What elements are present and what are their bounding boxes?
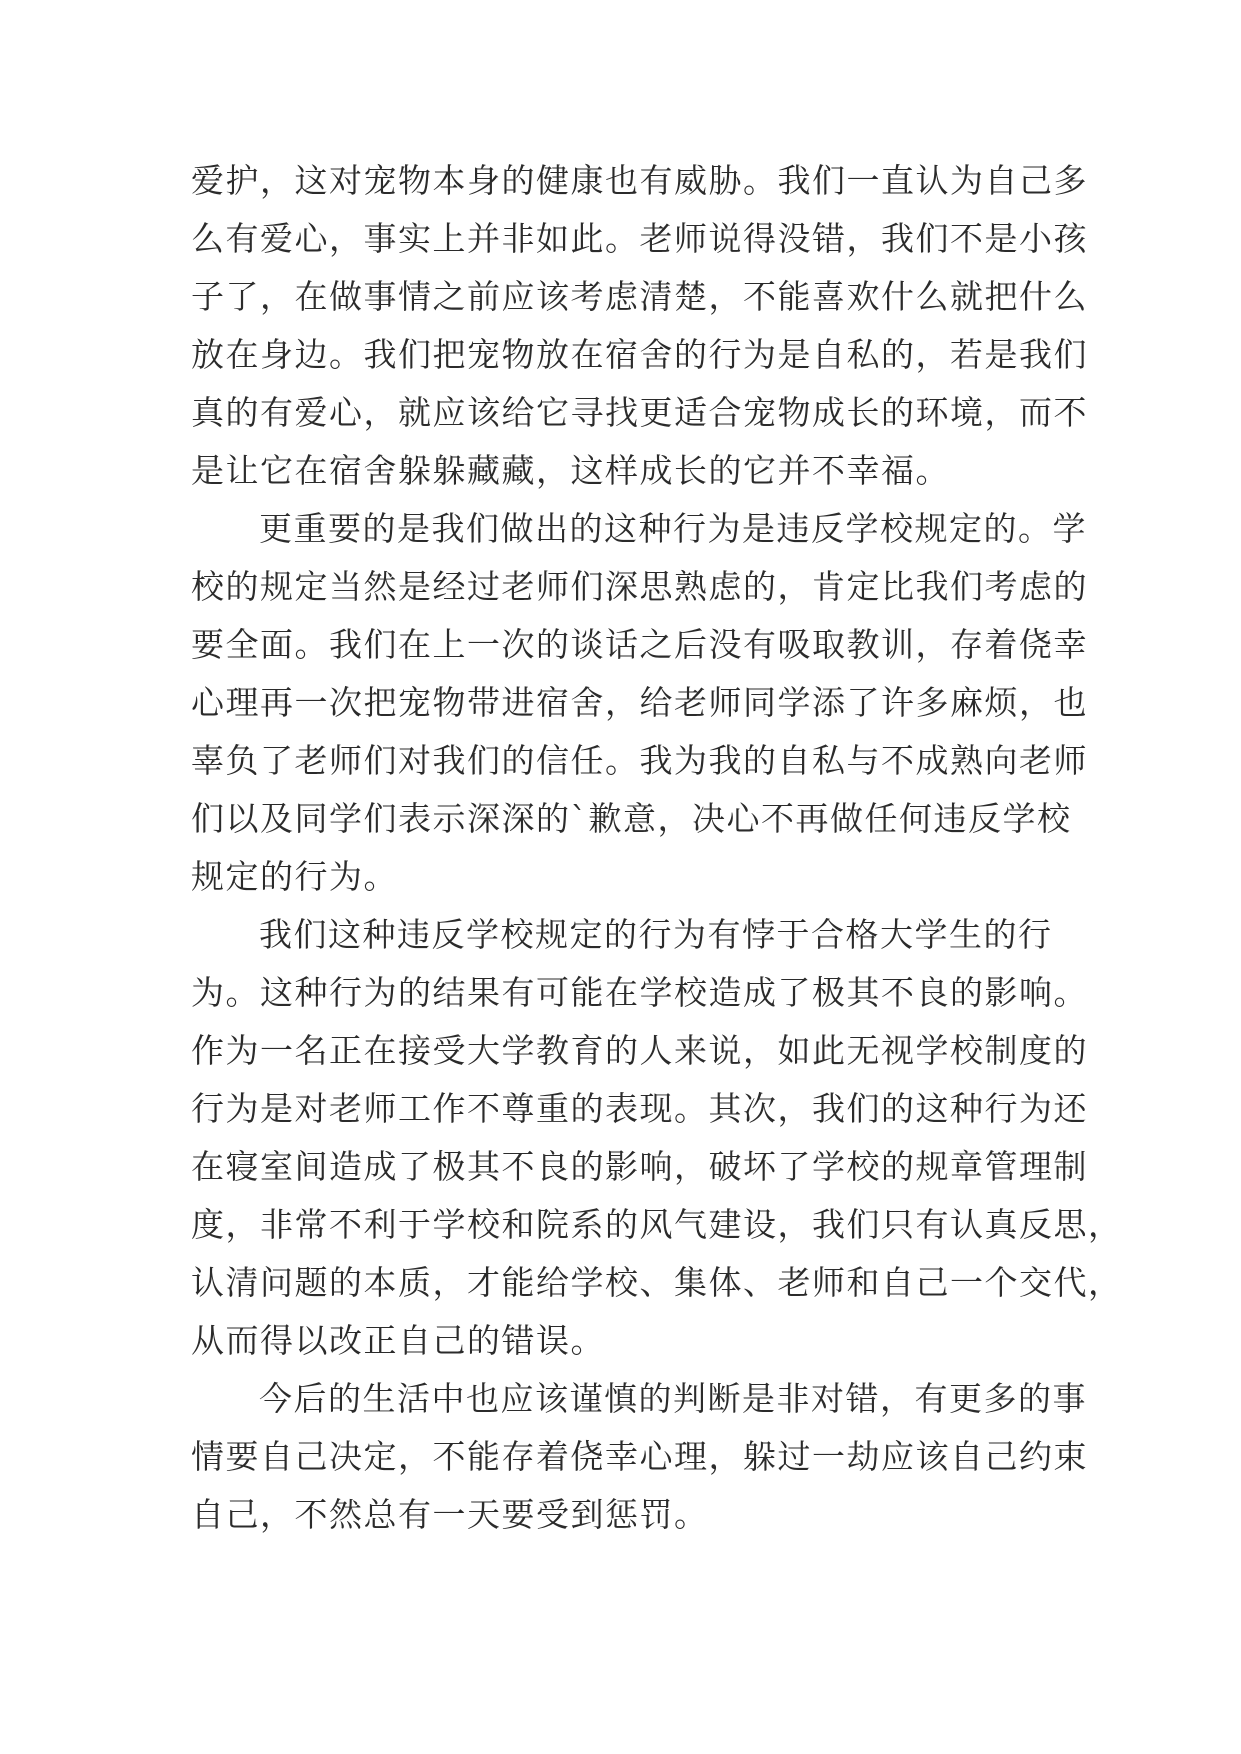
text-line: 心理再一次把宠物带进宿舍，给老师同学添了许多麻烦，也 (191, 683, 1088, 722)
text-line: 为。这种行为的结果有可能在学校造成了极其不良的影响。 (191, 973, 1088, 1012)
text-line: 认清问题的本质，才能给学校、集体、老师和自己一个交代， (191, 1263, 1123, 1302)
text-line: 爱护，这对宠物本身的健康也有威胁。我们一直认为自己多 (191, 161, 1088, 200)
text-line: 今后的生活中也应该谨慎的判断是非对错，有更多的事 (259, 1379, 1087, 1418)
paragraph (191, 1370, 1088, 1544)
text-line: 真的有爱心，就应该给它寻找更适合宠物成长的环境，而不 (191, 393, 1088, 432)
text-line: 我们这种违反学校规定的行为有悖于合格大学生的行 (259, 915, 1053, 954)
text-line: 作为一名正在接受大学教育的人来说，如此无视学校制度的 (191, 1031, 1088, 1070)
text-line: 们以及同学们表示深深的`歉意，决心不再做任何违反学校 (191, 799, 1072, 838)
text-line: 情要自己决定，不能存着侥幸心理，躲过一劫应该自己约束 (191, 1437, 1088, 1476)
text-line: 度，非常不利于学校和院系的风气建设，我们只有认真反思， (191, 1205, 1123, 1244)
text-line: 是让它在宿舍躲躲藏藏，这样成长的它并不幸福。 (191, 451, 950, 490)
text-line: 更重要的是我们做出的这种行为是违反学校规定的。学 (259, 509, 1087, 548)
text-line: 行为是对老师工作不尊重的表现。其次，我们的这种行为还 (191, 1089, 1088, 1128)
text-line: 子了，在做事情之前应该考虑清楚，不能喜欢什么就把什么 (191, 277, 1088, 316)
text-line: 校的规定当然是经过老师们深思熟虑的，肯定比我们考虑的 (191, 567, 1088, 606)
text-line: 要全面。我们在上一次的谈话之后没有吸取教训，存着侥幸 (191, 625, 1088, 664)
text-line: 辜负了老师们对我们的信任。我为我的自私与不成熟向老师 (191, 741, 1088, 780)
paragraph (191, 500, 1088, 906)
text-line: 么有爱心，事实上并非如此。老师说得没错，我们不是小孩 (191, 219, 1088, 258)
text-line: 放在身边。我们把宠物放在宿舍的行为是自私的，若是我们 (191, 335, 1088, 374)
document-body (191, 152, 1123, 1544)
text-line: 在寝室间造成了极其不良的影响，破坏了学校的规章管理制 (191, 1147, 1088, 1186)
paragraph (191, 152, 1088, 500)
text-line: 从而得以改正自己的错误。 (191, 1321, 605, 1360)
paragraph (191, 906, 1123, 1370)
text-line: 自己，不然总有一天要受到惩罚。 (191, 1495, 709, 1534)
text-line: 规定的行为。 (191, 857, 398, 896)
